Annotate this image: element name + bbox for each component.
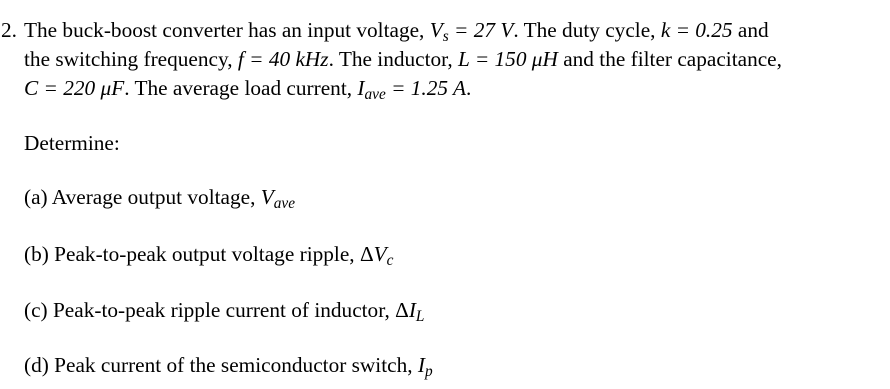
part-text: Peak-to-peak ripple current of inductor,	[47, 298, 396, 322]
part-d	[24, 353, 433, 381]
symbol-c: C	[24, 76, 39, 100]
part-label: (b)	[24, 242, 49, 266]
part-b	[24, 242, 394, 270]
stem-text: and	[732, 18, 769, 42]
stem-text: and the filter capacitance,	[557, 47, 782, 71]
part-subscript: c	[386, 252, 394, 270]
part-symbol: V	[373, 242, 387, 266]
problem-stem-line-3	[24, 76, 472, 104]
part-symbol: I	[417, 353, 425, 377]
stem-text: the switching frequency,	[24, 47, 238, 71]
stem-text: The buck-boost converter has an input voltage,	[24, 18, 430, 42]
part-prefix: Δ	[359, 242, 374, 266]
part-a	[24, 185, 296, 213]
value-f: = 40 kHz	[243, 47, 329, 71]
symbol-i-ave: $I_{ave}$	[357, 76, 386, 104]
symbol-l: L	[458, 47, 470, 71]
part-symbol: I	[408, 298, 416, 322]
part-label: (c)	[24, 298, 48, 322]
stem-text: . The duty cycle,	[513, 18, 661, 42]
part-prefix: Δ	[395, 298, 409, 322]
part-label: (d)	[24, 353, 49, 377]
part-symbol: V	[260, 185, 274, 209]
value-c: = 220 μF	[38, 76, 125, 100]
symbol-f: f	[237, 47, 244, 71]
problem-stem-line-2	[24, 49, 782, 70]
part-label: (a)	[24, 185, 48, 209]
part-text: Average output voltage,	[47, 185, 261, 209]
part-subscript: ave	[273, 195, 296, 213]
value-k: = 0.25	[670, 18, 733, 42]
part-subscript: p	[424, 363, 433, 381]
part-text: Peak-to-peak output voltage ripple,	[48, 242, 360, 266]
part-c	[24, 298, 425, 326]
part-text: Peak current of the semiconductor switch,	[48, 353, 418, 377]
value-i-ave: = 1.25 A	[385, 76, 467, 100]
part-subscript: L	[415, 308, 425, 326]
value-l: = 150 μH	[469, 47, 558, 71]
stem-text: . The average load current,	[124, 76, 358, 100]
symbol-vs: $V_s$	[429, 18, 449, 46]
stem-text: . The inductor,	[328, 47, 459, 71]
determine-label: Determine:	[24, 131, 120, 155]
problem-stem-line-1	[1, 18, 887, 46]
stem-text: .	[466, 76, 472, 100]
value-vs: = 27 V	[448, 18, 514, 42]
problem-number: 2.	[1, 18, 17, 42]
symbol-k: k	[660, 18, 671, 42]
